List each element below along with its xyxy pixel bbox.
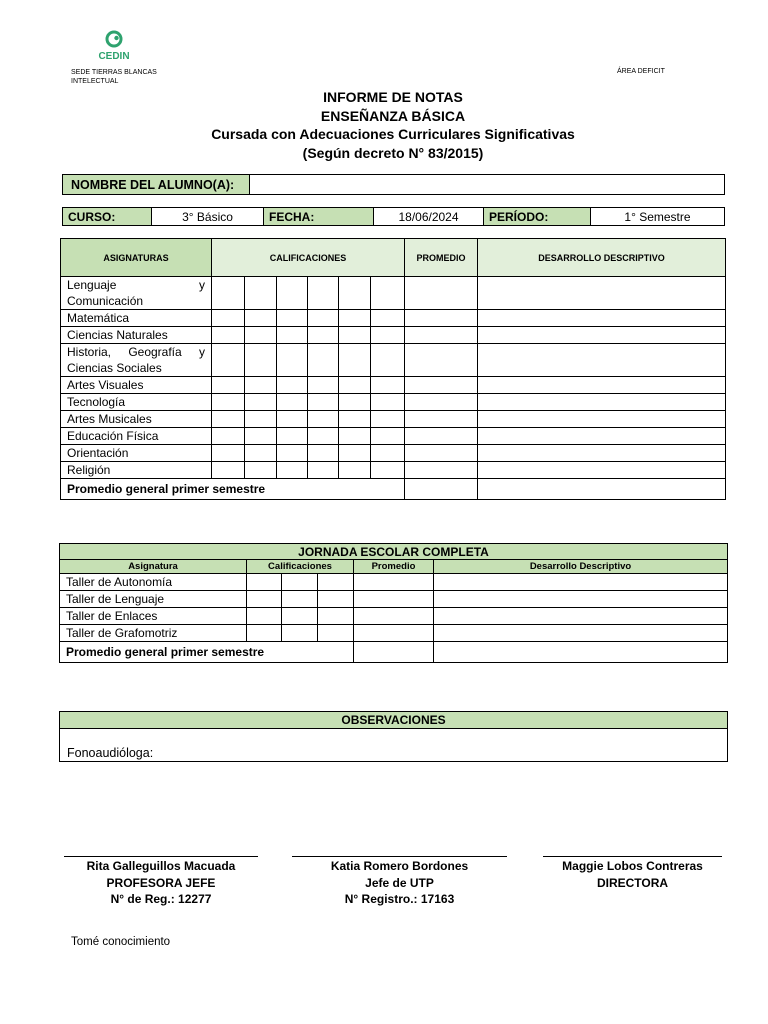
description-cell[interactable]	[434, 591, 728, 608]
grade-cell[interactable]	[212, 277, 245, 310]
grade-cell[interactable]	[308, 344, 339, 377]
subject-row	[61, 445, 726, 462]
header-promedio: PROMEDIO	[405, 239, 478, 277]
grade-cell[interactable]	[371, 394, 405, 411]
subject-row	[61, 277, 726, 310]
description-cell[interactable]	[478, 462, 726, 479]
grade-cell[interactable]	[245, 428, 277, 445]
signature-name: Maggie Lobos Contreras	[562, 859, 703, 873]
average-cell[interactable]	[405, 394, 478, 411]
taller-name: Taller de Grafomotriz	[60, 625, 247, 642]
student-name-table	[62, 174, 725, 195]
jornada-total-row	[60, 642, 728, 663]
description-cell[interactable]	[478, 394, 726, 411]
jornada-header-desarrollo: Desarrollo Descriptivo	[434, 560, 728, 574]
grade-cell[interactable]	[308, 394, 339, 411]
course-info-table	[62, 207, 725, 226]
grade-cell[interactable]	[277, 310, 308, 327]
grade-cell[interactable]	[245, 327, 277, 344]
grade-cell[interactable]	[277, 428, 308, 445]
signature-role: DIRECTORA	[596, 875, 669, 890]
logo-text: CEDIN	[98, 51, 130, 62]
grade-cell[interactable]	[277, 411, 308, 428]
grade-cell[interactable]	[212, 310, 245, 327]
jornada-title: JORNADA ESCOLAR COMPLETA	[60, 544, 728, 560]
grade-cell[interactable]	[245, 445, 277, 462]
grade-cell[interactable]	[339, 344, 371, 377]
subject-name: Matemática	[61, 310, 212, 327]
grade-cell[interactable]	[212, 411, 245, 428]
grade-cell[interactable]	[318, 591, 354, 608]
subject-row	[61, 310, 726, 327]
average-cell[interactable]	[405, 411, 478, 428]
jornada-header-promedio: Promedio	[354, 560, 434, 574]
signature-profesora	[64, 856, 258, 908]
description-cell[interactable]	[434, 574, 728, 591]
curso-label: CURSO:	[63, 208, 152, 226]
grade-cell[interactable]	[371, 428, 405, 445]
sede-line-1: SEDE TIERRAS BLANCAS	[71, 69, 157, 76]
grade-cell[interactable]	[245, 394, 277, 411]
subject-name: Tecnología	[61, 394, 212, 411]
grade-cell[interactable]	[339, 310, 371, 327]
grade-cell[interactable]	[371, 462, 405, 479]
curso-value: 3° Básico	[152, 208, 264, 226]
title-line-4: (Según decreto N° 83/2015)	[302, 144, 484, 161]
grade-cell[interactable]	[277, 394, 308, 411]
grade-cell[interactable]	[277, 462, 308, 479]
subject-name: Ciencias Naturales	[61, 327, 212, 344]
average-cell[interactable]	[354, 625, 434, 642]
signature-name: Rita Galleguillos Macuada	[86, 859, 236, 873]
grade-cell[interactable]	[339, 394, 371, 411]
sede-line-2: INTELECTUAL	[71, 78, 119, 85]
taller-row	[60, 625, 728, 642]
grade-cell[interactable]	[282, 574, 318, 591]
description-cell[interactable]	[478, 428, 726, 445]
signature-role: Jefe de UTP	[365, 875, 434, 890]
grade-cell[interactable]	[212, 462, 245, 479]
grade-cell[interactable]	[339, 445, 371, 462]
subject-name: Educación Física	[61, 428, 212, 445]
grade-cell[interactable]	[339, 277, 371, 310]
grade-cell[interactable]	[339, 327, 371, 344]
description-cell[interactable]	[478, 377, 726, 394]
grade-cell[interactable]	[277, 445, 308, 462]
description-cell[interactable]	[478, 411, 726, 428]
grade-cell[interactable]	[308, 445, 339, 462]
grade-cell[interactable]	[245, 462, 277, 479]
average-cell[interactable]	[405, 428, 478, 445]
grade-cell[interactable]	[371, 445, 405, 462]
jornada-table	[59, 543, 728, 663]
subject-row	[61, 462, 726, 479]
periodo-value: 1° Semestre	[591, 208, 725, 226]
student-name-field[interactable]	[250, 175, 725, 195]
grade-cell[interactable]	[318, 625, 354, 642]
average-cell[interactable]	[405, 310, 478, 327]
taller-row	[60, 574, 728, 591]
grade-cell[interactable]	[371, 310, 405, 327]
signature-line	[543, 856, 722, 857]
subject-name: Orientación	[61, 445, 212, 462]
grade-cell[interactable]	[277, 327, 308, 344]
grades-table	[60, 238, 726, 500]
description-cell[interactable]	[434, 608, 728, 625]
document-title	[0, 88, 768, 162]
signature-role: PROFESORA JEFE	[106, 875, 216, 890]
subject-name: Lenguaje y Comunicación	[61, 277, 212, 310]
jornada-total-label: Promedio general primer semestre	[60, 642, 354, 663]
jornada-header-asignatura: Asignatura	[60, 560, 247, 574]
grade-cell[interactable]	[371, 344, 405, 377]
taller-name: Taller de Enlaces	[60, 608, 247, 625]
grade-cell[interactable]	[371, 277, 405, 310]
signature-line	[292, 856, 507, 857]
jornada-total-description-cell[interactable]	[434, 642, 728, 663]
grade-cell[interactable]	[212, 428, 245, 445]
fecha-value: 18/06/2024	[374, 208, 484, 226]
description-cell[interactable]	[478, 344, 726, 377]
grade-cell[interactable]	[308, 462, 339, 479]
grade-cell[interactable]	[277, 277, 308, 310]
description-cell[interactable]	[478, 310, 726, 327]
grade-cell[interactable]	[282, 625, 318, 642]
grade-cell[interactable]	[371, 327, 405, 344]
subject-row	[61, 411, 726, 428]
average-cell[interactable]	[405, 327, 478, 344]
grade-cell[interactable]	[245, 411, 277, 428]
description-cell[interactable]	[478, 277, 726, 310]
signature-reg: N° Registro.: 17163	[344, 892, 455, 906]
description-cell[interactable]	[478, 327, 726, 344]
grade-cell[interactable]	[247, 574, 282, 591]
grade-cell[interactable]	[339, 462, 371, 479]
subject-row	[61, 394, 726, 411]
subject-row	[61, 377, 726, 394]
subject-row	[61, 428, 726, 445]
area-label: ÁREA DEFICIT	[617, 68, 665, 75]
grade-cell[interactable]	[212, 394, 245, 411]
tome-conocimiento: Tomé conocimiento	[71, 936, 171, 948]
grade-cell[interactable]	[339, 377, 371, 394]
jornada-header-calificaciones: Calificaciones	[247, 560, 354, 574]
cedin-logo	[94, 30, 134, 62]
header-desarrollo: DESARROLLO DESCRIPTIVO	[478, 239, 726, 277]
grade-cell[interactable]	[245, 344, 277, 377]
taller-name: Taller de Autonomía	[60, 574, 247, 591]
observaciones-table	[59, 711, 728, 762]
average-cell[interactable]	[405, 445, 478, 462]
signature-utp	[292, 856, 507, 908]
title-line-3: Cursada con Adecuaciones Curriculares Significativas	[211, 126, 575, 142]
description-cell[interactable]	[478, 445, 726, 462]
grade-cell[interactable]	[245, 377, 277, 394]
jornada-total-average-cell[interactable]	[354, 642, 434, 663]
grade-cell[interactable]	[247, 625, 282, 642]
grade-cell[interactable]	[318, 608, 354, 625]
description-cell[interactable]	[434, 625, 728, 642]
subject-name: Artes Visuales	[61, 377, 212, 394]
grade-cell[interactable]	[282, 608, 318, 625]
average-cell[interactable]	[405, 344, 478, 377]
grade-cell[interactable]	[212, 377, 245, 394]
subject-name: Historia, Geografía y Ciencias Sociales	[61, 344, 212, 377]
observaciones-title: OBSERVACIONES	[60, 712, 728, 729]
fonoaudiologa-field[interactable]: Fonoaudióloga:	[60, 729, 728, 762]
subject-row	[61, 344, 726, 377]
subject-name: Religión	[61, 462, 212, 479]
grade-cell[interactable]	[371, 377, 405, 394]
total-description-cell[interactable]	[478, 479, 726, 500]
total-average-cell[interactable]	[405, 479, 478, 500]
total-label: Promedio general primer semestre	[61, 479, 405, 500]
grade-cell[interactable]	[245, 277, 277, 310]
fecha-label: FECHA:	[264, 208, 374, 226]
title-line-2: ENSEÑANZA BÁSICA	[320, 107, 466, 124]
grade-cell[interactable]	[371, 411, 405, 428]
subject-row	[61, 327, 726, 344]
grade-cell[interactable]	[339, 411, 371, 428]
signature-name: Katia Romero Bordones	[330, 859, 469, 873]
grade-cell[interactable]	[247, 591, 282, 608]
average-cell[interactable]	[405, 277, 478, 310]
header-asignaturas: ASIGNATURAS	[61, 239, 212, 277]
sede-label	[71, 68, 157, 86]
grade-cell[interactable]	[308, 428, 339, 445]
grade-cell[interactable]	[212, 344, 245, 377]
student-name-label: NOMBRE DEL ALUMNO(A):	[63, 175, 250, 195]
grade-cell[interactable]	[308, 411, 339, 428]
header-calificaciones: CALIFICACIONES	[212, 239, 405, 277]
grade-cell[interactable]	[247, 608, 282, 625]
taller-row	[60, 591, 728, 608]
total-row	[61, 479, 726, 500]
signature-line	[64, 856, 258, 857]
average-cell[interactable]	[354, 608, 434, 625]
grade-cell[interactable]	[308, 310, 339, 327]
signature-reg: N° de Reg.: 12277	[110, 892, 212, 906]
grade-cell[interactable]	[318, 574, 354, 591]
average-cell[interactable]	[354, 574, 434, 591]
subject-name: Artes Musicales	[61, 411, 212, 428]
average-cell[interactable]	[405, 377, 478, 394]
periodo-label: PERÍODO:	[484, 208, 591, 226]
grade-cell[interactable]	[282, 591, 318, 608]
grade-cell[interactable]	[308, 277, 339, 310]
grade-cell[interactable]	[339, 428, 371, 445]
grade-cell[interactable]	[212, 327, 245, 344]
average-cell[interactable]	[405, 462, 478, 479]
grade-cell[interactable]	[308, 327, 339, 344]
signature-directora	[543, 856, 722, 891]
grade-cell[interactable]	[277, 344, 308, 377]
average-cell[interactable]	[354, 591, 434, 608]
taller-name: Taller de Lenguaje	[60, 591, 247, 608]
grade-cell[interactable]	[245, 310, 277, 327]
title-line-1: INFORME DE NOTAS	[323, 89, 463, 105]
taller-row	[60, 608, 728, 625]
grade-cell[interactable]	[308, 377, 339, 394]
grade-cell[interactable]	[212, 445, 245, 462]
grade-cell[interactable]	[277, 377, 308, 394]
